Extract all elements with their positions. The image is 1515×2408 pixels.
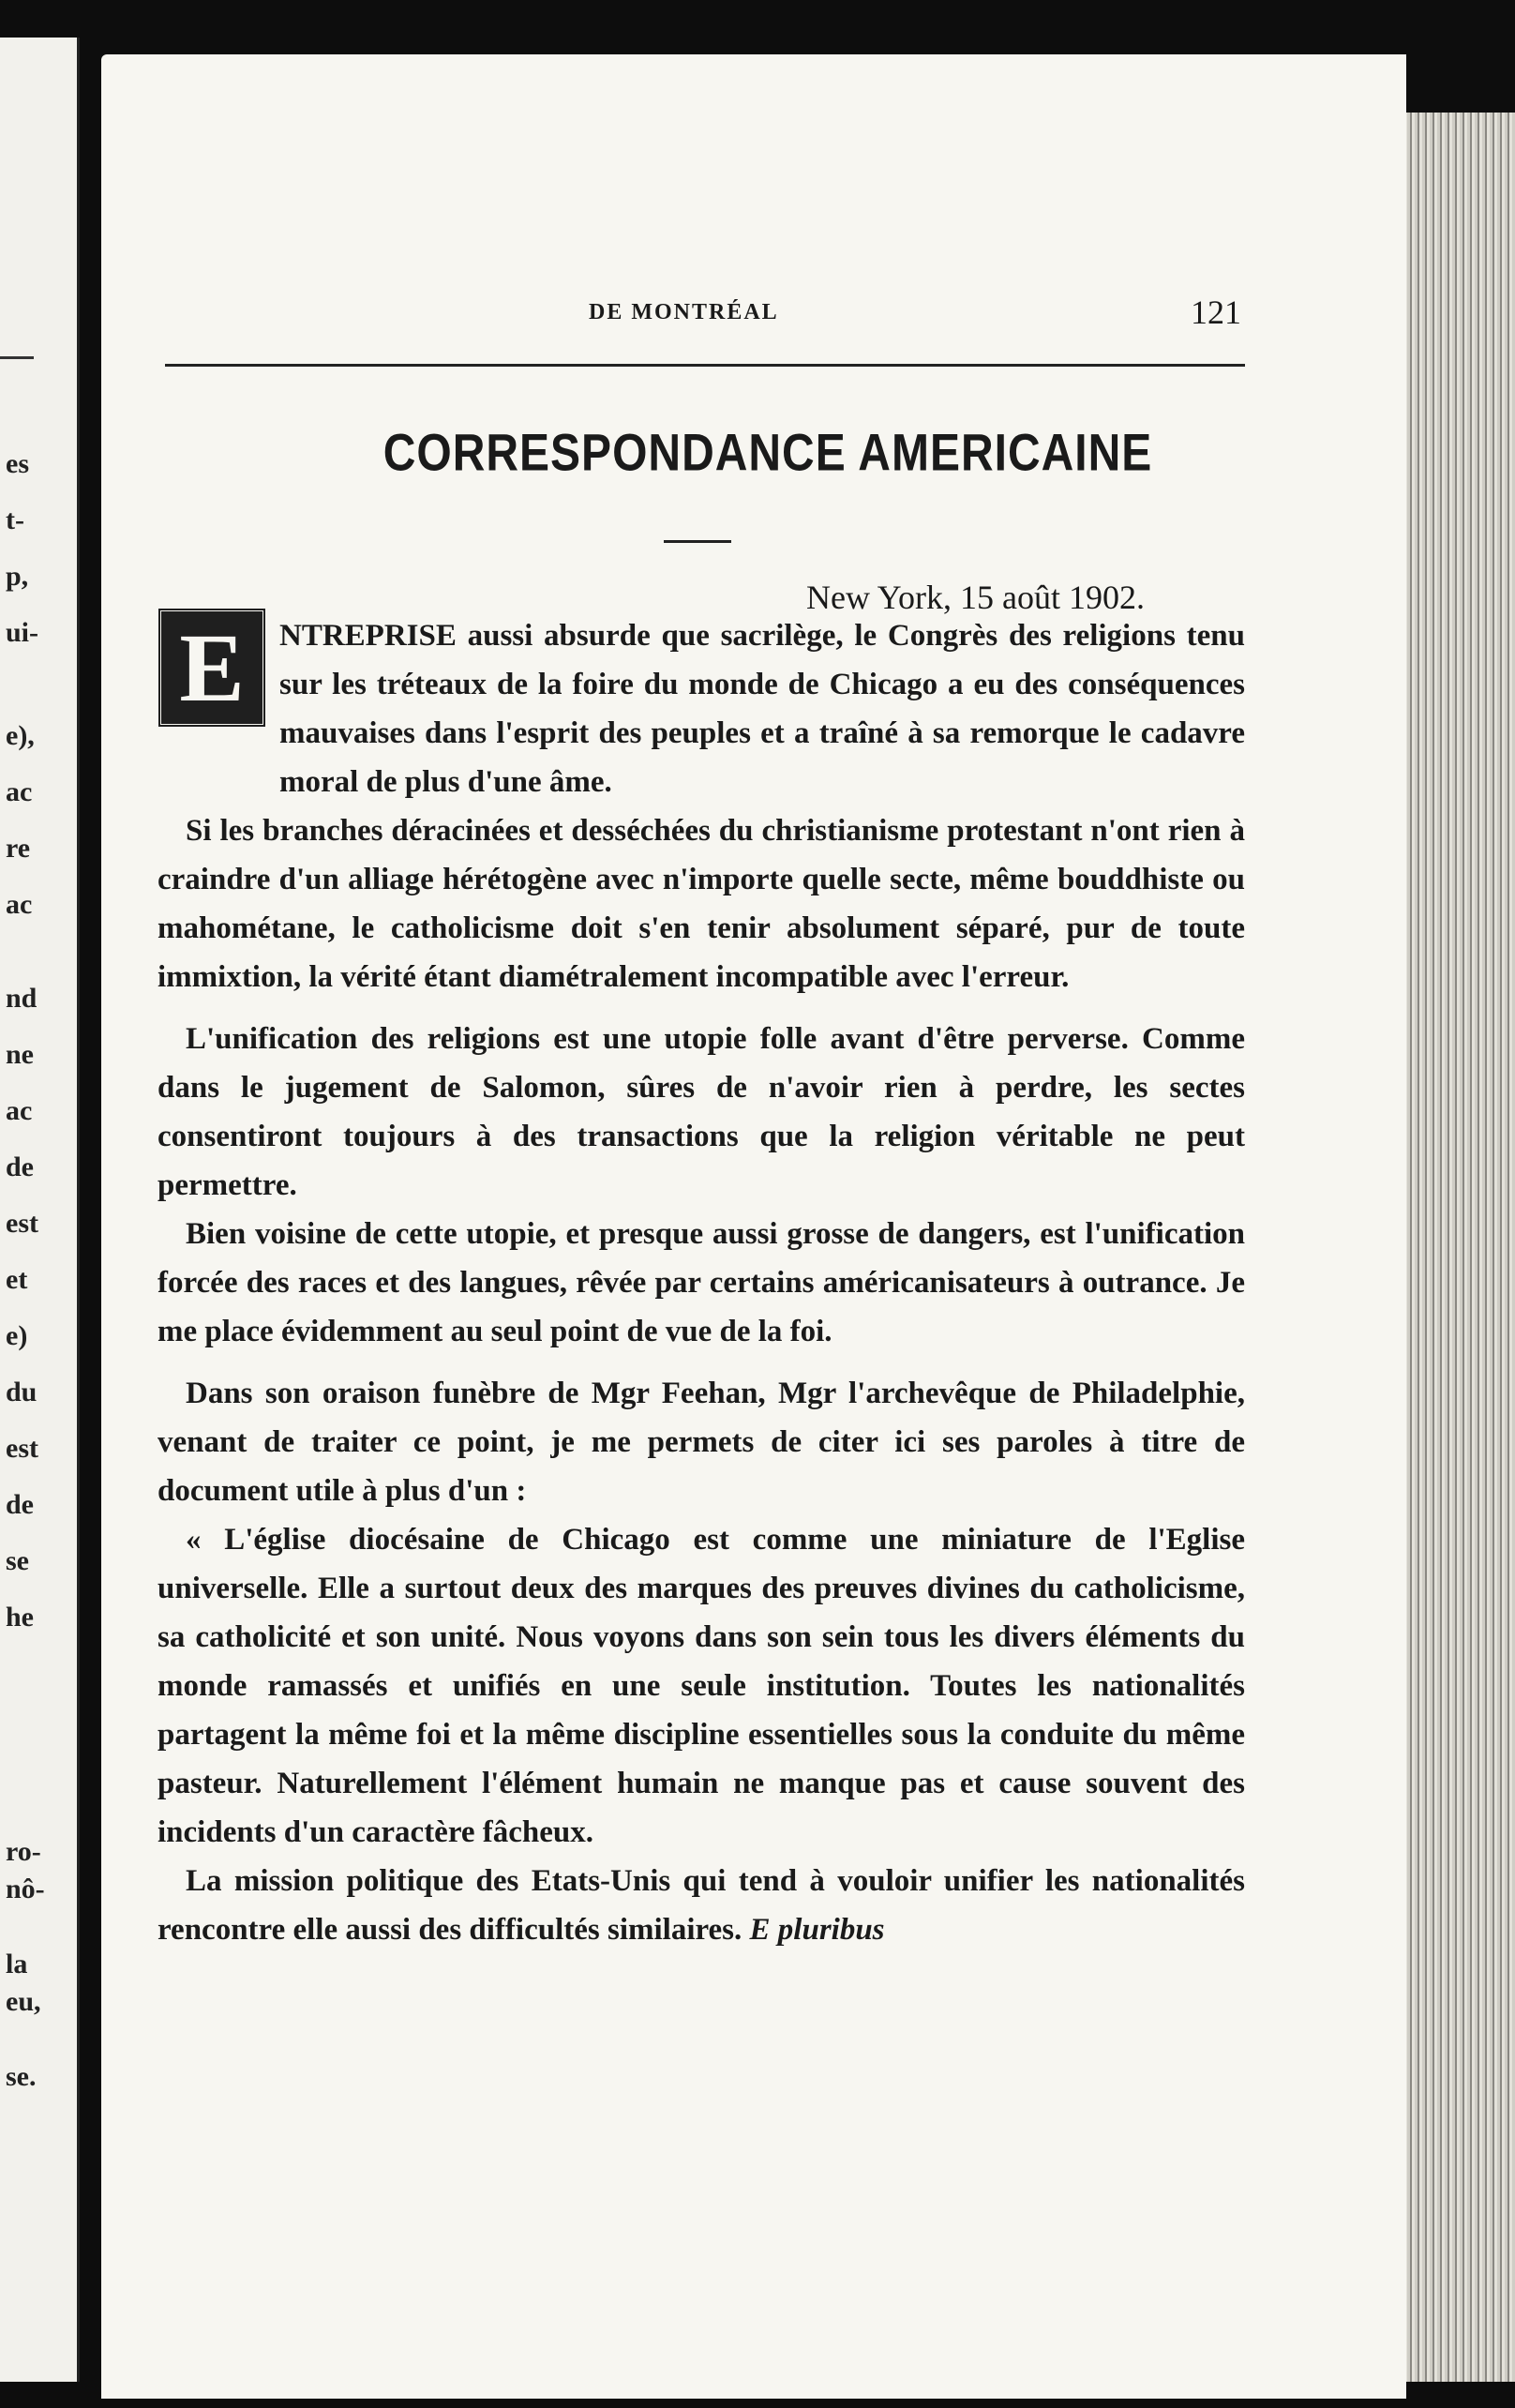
facing-page-fragment: ne [6, 1039, 34, 1070]
facing-page-fragment: re [6, 833, 31, 864]
facing-page-fragment: ac [6, 776, 33, 807]
paragraph-7-text: La mission politique des Etats-Unis qui tend à vouloir unifier les nationalités rencontre elle aussi des difficultés similaires. [158, 1864, 1245, 1947]
paragraph-2: Si les branches déracinées et desséchées du christianisme protestant n'ont rien à craindre d'un alliage hérétogène avec n'importe quelle secte, même bouddhiste ou mahométane, le catholicisme doit s'en tenir absolument séparé, pur de toute immixtion, la vérité étant diamétralement incompatible avec l'erreur. [158, 814, 1245, 994]
facing-page-rule [0, 356, 34, 359]
facing-page-fragment: nô- [6, 1874, 45, 1904]
book-page-edges [1397, 113, 1515, 2382]
facing-page-fragment: p, [6, 561, 29, 592]
facing-page-fragment: se [6, 1545, 29, 1576]
page-number: 121 [1191, 293, 1241, 331]
facing-page-fragment: ac [6, 1095, 33, 1126]
paragraph-6-quote: « L'église diocésaine de Chicago est comme une miniature de l'Eglise universelle. Elle a surtout deux des marques des preuves divines du catholicisme, sa catholicité et son unité. Nous voyons dans son sein tous les divers éléments du monde ramassés et unifiés en une seule institution. Toutes les nationalités partagent la même foi et la même discipline essentielles sous la conduite du même pasteur. Naturellement l'élément humain ne manque pas et cause souvent des incidents d'un caractère fâcheux. [158, 1523, 1245, 1849]
facing-page [0, 38, 80, 2382]
paragraph-7-motto: E pluribus [749, 1913, 885, 1947]
book-page [101, 54, 1406, 2399]
article-body [158, 611, 1245, 1954]
facing-page-fragment: est [6, 1433, 38, 1464]
header-rule [165, 364, 1245, 367]
facing-page-fragment: e), [6, 720, 35, 751]
paragraph-1: NTREPRISE aussi absurde que sacrilège, le Congrès des religions tenu sur les tréteaux de la foire du monde de Chicago a eu des conséquences mauvaises dans l'esprit des peuples et a traîné à sa remorque le cadavre moral de plus d'une âme. [279, 619, 1245, 799]
facing-page-fragment: se. [6, 2061, 37, 2092]
facing-page-fragment: est [6, 1208, 38, 1239]
facing-page-fragment: es [6, 448, 29, 479]
paragraph-4: Bien voisine de cette utopie, et presque aussi grosse de dangers, est l'unification forcée des races et des langues, rêvée par certains américanisateurs à outrance. Je me place évidemment au seul point de vue de la foi. [158, 1217, 1245, 1348]
running-head-title: DE MONTRÉAL [589, 300, 779, 324]
paragraph-7 [158, 1857, 1245, 1954]
paragraph-5: Dans son oraison funèbre de Mgr Feehan, Mgr l'archevêque de Philadelphie, venant de traiter ce point, je me permets de citer ici ses paroles à titre de document utile à plus d'un : [158, 1377, 1245, 1508]
facing-page-fragment: e) [6, 1320, 28, 1351]
section-title: CORRESPONDANCE AMERICAINE [382, 425, 1153, 482]
drop-cap-initial: E [158, 608, 266, 728]
facing-page-fragment: et [6, 1264, 28, 1295]
facing-page-fragment: he [6, 1602, 34, 1633]
facing-page-fragment: nd [6, 983, 38, 1014]
title-rule [664, 540, 731, 543]
facing-page-fragment: eu, [6, 1986, 41, 2017]
running-head [101, 289, 1406, 345]
facing-page-fragment: ac [6, 889, 33, 920]
facing-page-fragment: de [6, 1151, 34, 1182]
facing-page-fragment: de [6, 1489, 34, 1520]
dateline: New York, 15 août 1902. [806, 579, 1146, 616]
facing-page-fragment: la [6, 1949, 28, 1979]
facing-page-fragment: t- [6, 504, 24, 535]
facing-page-fragment: ro- [6, 1836, 41, 1867]
facing-page-fragment: ui- [6, 617, 39, 648]
paragraph-3: L'unification des religions est une utopie folle avant d'être perverse. Comme dans le jugement de Salomon, sûres de n'avoir rien à perdre, les sectes consentiront toujours à des transactions que la religion véritable ne peut permettre. [158, 1022, 1245, 1202]
facing-page-fragment: du [6, 1377, 38, 1407]
